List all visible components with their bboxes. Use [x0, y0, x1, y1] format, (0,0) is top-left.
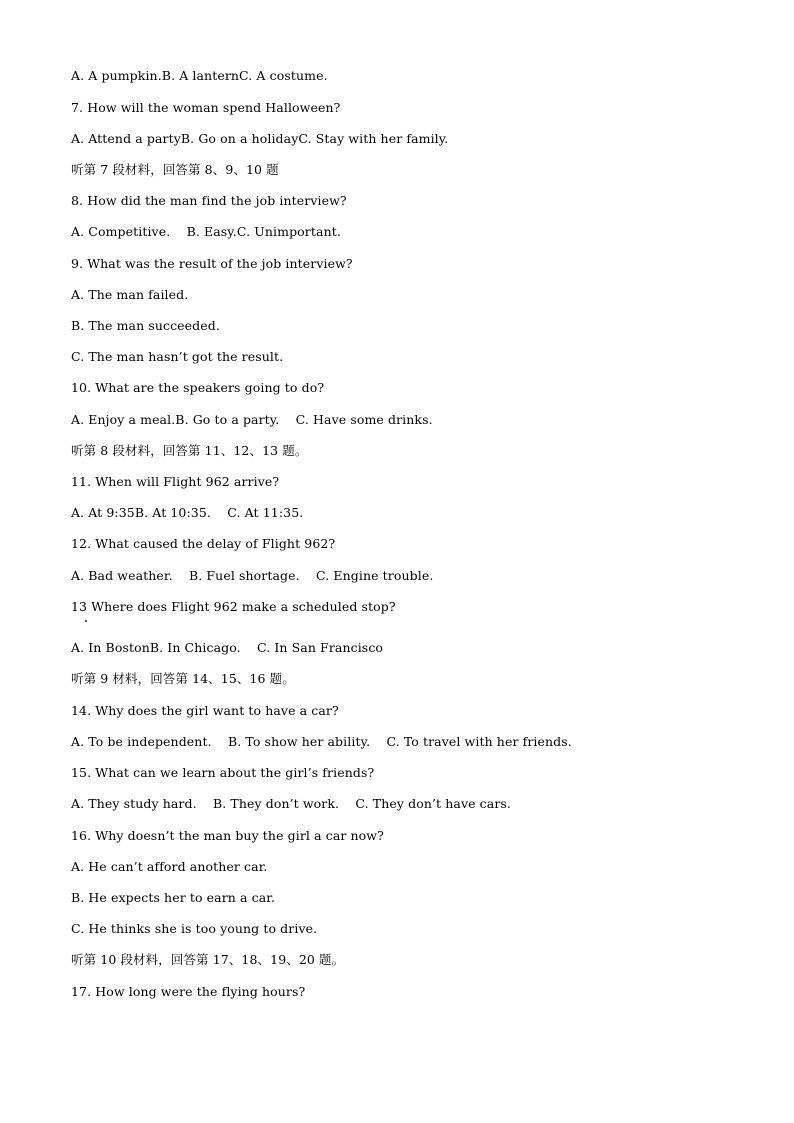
question-13: 13 Where does Flight 962 make a scheduled stop? [71, 599, 396, 614]
section-heading-9: 听第 9 材料，回答第 14、15、16 题。 [71, 671, 295, 686]
section-heading-10: 听第 10 段材料，回答第 17、18、19、20 题。 [71, 952, 345, 967]
answer-option-q9-b: B. The man succeeded. [71, 318, 220, 333]
answer-options-q15: A. They study hard. B. They don’t work. C. They don’t have cars. [71, 796, 511, 811]
question-7: 7. How will the woman spend Halloween? [71, 100, 341, 115]
question-15: 15. What can we learn about the girl’s friends? [71, 765, 375, 780]
answer-option-q16-c: C. He thinks she is too young to drive. [71, 921, 318, 936]
question-16: 16. Why doesn’t the man buy the girl a car now? [71, 828, 384, 843]
question-14: 14. Why does the girl want to have a car? [71, 703, 339, 718]
answer-options-q6: A. A pumpkin.B. A lanternC. A costume. [71, 68, 328, 83]
answer-options-q12: A. Bad weather. B. Fuel shortage. C. Engine trouble. [71, 568, 434, 583]
answer-options-q7: A. Attend a partyB. Go on a holidayC. Stay with her family. [71, 131, 449, 146]
answer-options-q14: A. To be independent. B. To show her ability. C. To travel with her friends. [71, 734, 572, 749]
answer-option-q9-c: C. The man hasn’t got the result. [71, 349, 284, 364]
section-heading-8: 听第 8 段材料，回答第 11、12、13 题。 [71, 443, 308, 458]
question-10: 10. What are the speakers going to do? [71, 380, 325, 395]
stray-mark [85, 620, 87, 622]
section-heading-7: 听第 7 段材料，回答第 8、9、10 题 [71, 162, 279, 177]
question-8: 8. How did the man find the job interview? [71, 193, 347, 208]
answer-option-q16-b: B. He expects her to earn a car. [71, 890, 276, 905]
answer-options-q8: A. Competitive. B. Easy.C. Unimportant. [71, 224, 341, 239]
question-12: 12. What caused the delay of Flight 962? [71, 536, 336, 551]
answer-options-q10: A. Enjoy a meal.B. Go to a party. C. Have some drinks. [71, 412, 433, 427]
answer-option-q9-a: A. The man failed. [71, 287, 189, 302]
question-11: 11. When will Flight 962 arrive? [71, 474, 280, 489]
question-17: 17. How long were the flying hours? [71, 984, 306, 999]
answer-options-q11: A. At 9:35B. At 10:35. C. At 11:35. [71, 505, 304, 520]
answer-options-q13: A. In BostonB. In Chicago. C. In San Francisco [71, 640, 384, 655]
answer-option-q16-a: A. He can’t afford another car. [71, 859, 268, 874]
question-9: 9. What was the result of the job interview? [71, 256, 353, 271]
